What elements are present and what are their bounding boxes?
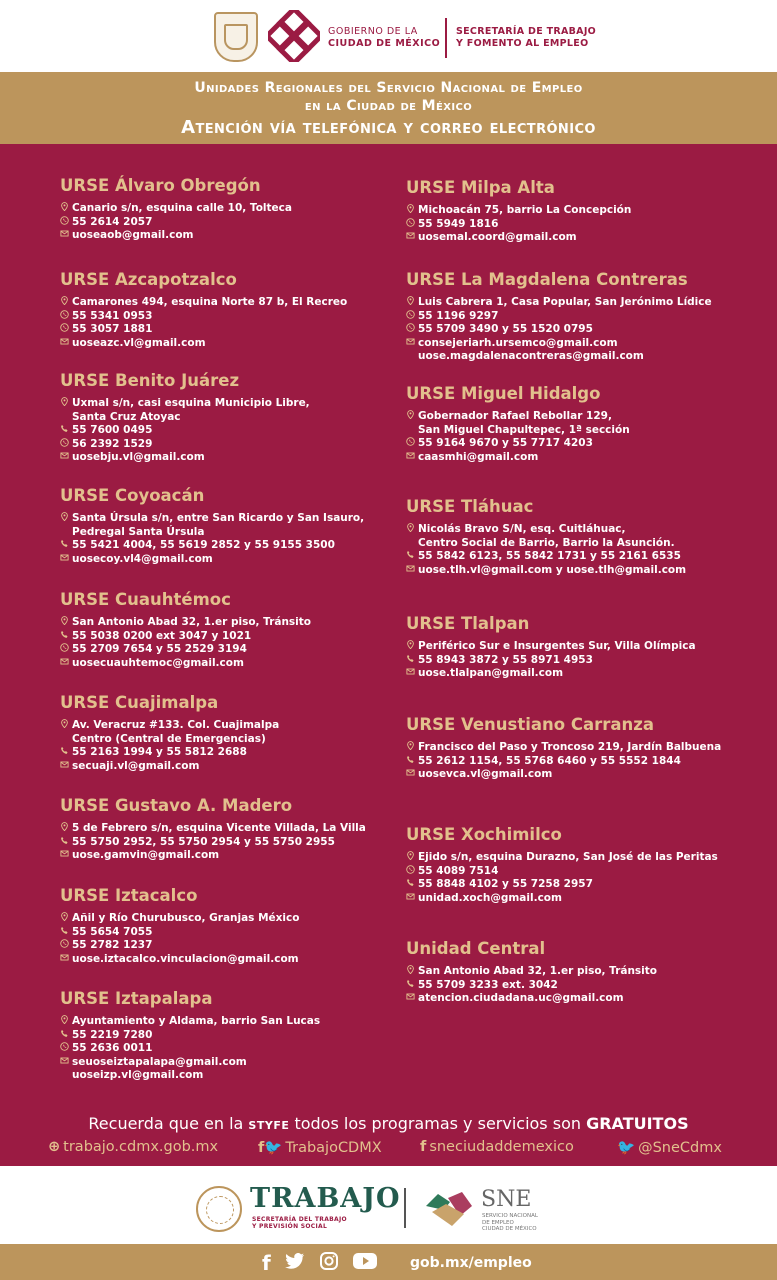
office-line	[60, 733, 279, 747]
office-line[interactable]	[406, 892, 718, 906]
phone-icon	[60, 539, 72, 553]
office-line-text: 55 8848 4102 y 55 7258 2957	[418, 878, 593, 890]
office-line	[406, 410, 630, 424]
location-pin-icon	[406, 523, 418, 537]
whatsapp-icon	[406, 218, 418, 232]
office-line-text: Centro (Central de Emergencias)	[72, 732, 266, 745]
office-line	[60, 526, 364, 540]
brand-divider	[404, 1188, 406, 1228]
email-icon	[60, 657, 72, 671]
office-line[interactable]	[60, 451, 310, 465]
phone-icon	[60, 926, 72, 940]
office-line-text: 55 2709 7654 y 55 2529 3194	[72, 643, 247, 655]
office-line-text: 55 5842 6123, 55 5842 1731 y 55 2161 6535	[418, 550, 681, 562]
recuerda-styfe: styfe	[248, 1115, 290, 1133]
office-name: URSE Tláhuac	[406, 497, 534, 516]
office-name: URSE Gustavo A. Madero	[60, 796, 293, 815]
office-line-text: Centro Social de Barrio, Barrio la Asunción.	[418, 536, 675, 549]
email-icon	[60, 337, 72, 351]
office-name: URSE Miguel Hidalgo	[406, 384, 601, 403]
office-line-text: San Miguel Chapultepec, 1ª sección	[418, 423, 630, 436]
phone-icon	[60, 424, 72, 438]
sne-sub1: SERVICIO NACIONAL	[482, 1213, 538, 1219]
office-urse-coyoacan	[60, 486, 364, 566]
office-line[interactable]	[406, 231, 631, 245]
office-line	[60, 424, 310, 438]
office-line	[60, 310, 347, 324]
office-line[interactable]	[60, 553, 364, 567]
office-name: URSE Cuauhtémoc	[60, 590, 231, 609]
whatsapp-icon	[60, 438, 72, 452]
email-icon	[406, 768, 418, 782]
office-line	[60, 643, 311, 657]
office-line-text: uosevca.vl@gmail.com	[418, 768, 553, 780]
office-line	[406, 523, 686, 537]
office-line-text: Camarones 494, esquina Norte 87 b, El Recreo	[72, 296, 348, 308]
whatsapp-icon	[60, 216, 72, 230]
office-line-text: 55 8943 3872 y 55 8971 4953	[418, 653, 593, 666]
globe-icon: ⊕	[48, 1139, 61, 1155]
office-urse-milpa-alta	[406, 178, 631, 245]
sne-sub2: DE EMPLEO	[482, 1219, 514, 1226]
office-name: URSE Iztapalapa	[60, 989, 213, 1008]
phone-icon	[60, 1029, 72, 1043]
office-line-text: uosecoy.vl4@gmail.com	[72, 552, 213, 565]
location-pin-icon	[406, 410, 418, 424]
location-pin-icon	[60, 397, 72, 411]
office-line[interactable]	[60, 953, 299, 967]
office-line[interactable]	[406, 667, 696, 681]
office-line-text: 55 2636 0011	[72, 1042, 153, 1054]
office-line	[60, 1042, 320, 1056]
office-line[interactable]	[406, 564, 686, 578]
gob-mx-empleo-link[interactable]: gob.mx/empleo	[410, 1255, 532, 1271]
office-line	[60, 438, 310, 452]
office-line	[406, 310, 712, 324]
office-line-text: uose.tlh.vl@gmail.com y uose.tlh@gmail.com	[418, 563, 687, 576]
mexico-seal-logo	[196, 1186, 242, 1232]
facebook-sne-link[interactable]	[420, 1139, 574, 1155]
office-line-text: Santa Cruz Atoyac	[72, 410, 181, 423]
email-icon	[406, 337, 418, 351]
whatsapp-icon	[406, 323, 418, 337]
location-pin-icon	[60, 822, 72, 836]
title-band	[0, 72, 777, 144]
email-icon	[60, 760, 72, 774]
recuerda-gratuitos: GRATUITOS	[586, 1114, 689, 1133]
office-line-text: Ayuntamiento y Aldama, barrio San Lucas	[72, 1015, 321, 1027]
office-line-text: 55 2614 2057	[72, 215, 153, 228]
office-line	[406, 640, 696, 654]
top-header	[0, 0, 777, 72]
email-icon	[406, 231, 418, 245]
office-name: Unidad Central	[406, 939, 546, 958]
secretaria-line2: Y FOMENTO AL EMPLEO	[456, 38, 589, 49]
twitter-icon[interactable]	[285, 1253, 305, 1273]
office-urse-iztapalapa	[60, 989, 320, 1083]
office-line[interactable]	[406, 337, 712, 351]
office-line-text: 55 2163 1994 y 55 5812 2688	[72, 746, 247, 758]
whatsapp-icon	[406, 310, 418, 324]
phone-icon	[406, 979, 418, 993]
office-line-text: Av. Veracruz #133. Col. Cuajimalpa	[72, 719, 280, 731]
location-pin-icon	[60, 719, 72, 733]
title-line3: Atención vía telefónica y correo electrónico	[181, 117, 596, 138]
email-icon	[60, 1056, 72, 1070]
email-icon	[406, 992, 418, 1006]
location-pin-icon	[60, 512, 72, 526]
office-line-text: 55 5949 1816	[418, 217, 499, 230]
gobierno-line2: CIUDAD DE MÉXICO	[328, 38, 441, 49]
office-line	[406, 437, 630, 451]
email-icon	[60, 553, 72, 567]
office-line	[406, 741, 721, 755]
office-line	[60, 216, 292, 230]
location-pin-icon	[60, 1015, 72, 1029]
office-line	[60, 512, 364, 526]
office-line-text: 55 2782 1237	[72, 939, 153, 951]
facebook-twitter-icon: f🐦	[258, 1140, 283, 1156]
bottom-social-icons	[262, 1253, 377, 1273]
phone-icon	[60, 630, 72, 644]
phone-icon	[60, 746, 72, 760]
location-pin-icon	[60, 912, 72, 926]
whatsapp-icon	[406, 865, 418, 879]
phone-icon	[406, 654, 418, 668]
office-line	[406, 550, 686, 564]
twitter-icon: 🐦	[617, 1140, 636, 1156]
office-line-text: uoseizp.vl@gmail.com	[72, 1069, 204, 1081]
office-line	[60, 397, 310, 411]
office-line-text: 55 5421 4004, 55 5619 2852 y 55 9155 3500	[72, 539, 335, 551]
email-icon	[60, 953, 72, 967]
office-name: URSE Coyoacán	[60, 486, 205, 505]
office-line	[406, 204, 631, 218]
office-line	[60, 630, 311, 644]
phone-icon	[406, 755, 418, 769]
office-line	[406, 865, 718, 879]
youtube-icon[interactable]	[353, 1252, 377, 1274]
office-line	[60, 1029, 320, 1043]
office-line-text: 55 5709 3490 y 55 1520 0795	[418, 323, 593, 335]
bottom-social-band	[0, 1244, 777, 1280]
gobierno-cdmx-text	[328, 26, 440, 50]
office-line	[60, 1069, 320, 1083]
brand-band	[0, 1166, 777, 1244]
office-line-text: 55 5654 7055	[72, 925, 153, 938]
office-name: URSE Benito Juárez	[60, 371, 240, 390]
office-line	[60, 616, 311, 630]
office-line-text: San Antonio Abad 32, 1.er piso, Tránsito	[72, 616, 312, 628]
office-urse-gustavo-a-madero	[60, 796, 366, 863]
office-urse-venustiano-carranza	[406, 715, 721, 782]
office-unidad-central	[406, 939, 657, 1006]
office-line-text: uose.iztacalco.vinculacion@gmail.com	[72, 952, 299, 965]
office-line[interactable]	[60, 657, 311, 671]
office-line-text: Michoacán 75, barrio La Concepción	[418, 204, 632, 216]
whatsapp-icon	[60, 939, 72, 953]
sne-logo-text: SNE	[481, 1187, 532, 1212]
office-line[interactable]	[406, 992, 657, 1006]
recuerda-mid: todos los programas y servicios son	[294, 1114, 581, 1133]
office-line-text: 55 7600 0495	[72, 424, 153, 436]
office-line-text: Pedregal Santa Úrsula	[72, 525, 205, 538]
office-urse-azcapotzalco	[60, 270, 347, 350]
email-icon	[406, 892, 418, 906]
office-name: URSE Venustiano Carranza	[406, 715, 655, 734]
facebook-icon[interactable]: f	[262, 1251, 271, 1275]
phone-icon	[406, 878, 418, 892]
office-line[interactable]	[60, 1056, 320, 1070]
whatsapp-icon	[60, 310, 72, 324]
cdmx-shield-logo	[214, 12, 258, 62]
email-icon	[406, 564, 418, 578]
trabajo-social-text: TrabajoCDMX	[285, 1140, 382, 1156]
office-line	[406, 965, 657, 979]
office-line-text: 5 de Febrero s/n, esquina Vicente Villada, La Villa	[72, 822, 366, 834]
title-line1: Unidades Regionales del Servicio Nacional de Empleo	[194, 80, 583, 96]
office-name: URSE Álvaro Obregón	[60, 176, 261, 195]
office-line-text: 55 9164 9670 y 55 7717 4203	[418, 437, 593, 449]
location-pin-icon	[406, 965, 418, 979]
office-urse-xochimilco	[406, 825, 718, 905]
office-line-text: uosemal.coord@gmail.com	[418, 231, 577, 243]
office-line-text: 55 3057 1881	[72, 323, 153, 335]
location-pin-icon	[60, 616, 72, 630]
office-line-text: 55 2612 1154, 55 5768 6460 y 55 5552 1844	[418, 754, 681, 767]
office-line-text: uose.tlalpan@gmail.com	[418, 667, 564, 679]
trabajo-sub1: SECRETARÍA DEL TRABAJO	[252, 1216, 347, 1223]
email-icon	[406, 451, 418, 465]
office-line	[406, 296, 712, 310]
office-line	[406, 350, 712, 364]
office-line[interactable]	[60, 229, 292, 243]
office-line	[60, 719, 279, 733]
secretaria-text	[456, 26, 596, 50]
office-line	[406, 424, 630, 438]
office-line	[406, 755, 721, 769]
office-line-text: 55 5341 0953	[72, 309, 153, 322]
office-line	[406, 851, 718, 865]
office-line	[60, 912, 299, 926]
twitter-sne-link[interactable]	[617, 1139, 722, 1156]
office-urse-alvaro-obregon	[60, 176, 292, 243]
office-line-text: Francisco del Paso y Troncoso 219, Jardín Balbuena	[418, 741, 722, 753]
office-name: URSE Xochimilco	[406, 825, 562, 844]
office-line[interactable]	[60, 760, 279, 774]
office-urse-cuajimalpa	[60, 693, 279, 773]
office-line[interactable]	[406, 451, 630, 465]
whatsapp-icon	[60, 1042, 72, 1056]
handshake-icon	[424, 1186, 474, 1230]
office-urse-tlalpan	[406, 614, 696, 681]
office-line	[406, 323, 712, 337]
office-line-text: uosecuauhtemoc@gmail.com	[72, 656, 244, 669]
cdmx-emblem-logo	[268, 10, 320, 62]
office-line-text: Uxmal s/n, casi esquina Municipio Libre,	[72, 397, 310, 409]
office-line-text: seuoseiztapalapa@gmail.com	[72, 1055, 247, 1068]
recuerda-message	[0, 1114, 777, 1134]
location-pin-icon	[60, 296, 72, 310]
facebook-icon: f	[420, 1139, 427, 1155]
office-line[interactable]	[60, 849, 366, 863]
location-pin-icon	[406, 296, 418, 310]
office-name: URSE Milpa Alta	[406, 178, 555, 197]
email-icon	[60, 451, 72, 465]
email-icon	[60, 849, 72, 863]
office-name: URSE Cuajimalpa	[60, 693, 219, 712]
office-urse-miguel-hidalgo	[406, 384, 630, 464]
email-icon	[60, 229, 72, 243]
trabajo-sub2: Y PREVISIÓN SOCIAL	[252, 1223, 328, 1230]
web-link[interactable]	[48, 1139, 218, 1155]
office-line-text: Nicolás Bravo S/N, esq. Cuitláhuac,	[418, 523, 626, 535]
office-line-text: uoseazc.vl@gmail.com	[72, 336, 206, 349]
office-name: URSE La Magdalena Contreras	[406, 270, 688, 289]
office-urse-la-magdalena-contreras	[406, 270, 712, 364]
location-pin-icon	[406, 640, 418, 654]
office-line-text: unidad.xoch@gmail.com	[418, 891, 562, 904]
office-urse-cuauhtemoc	[60, 590, 311, 670]
office-line-text: consejeriarh.ursemco@gmail.com	[418, 336, 618, 349]
office-line-text: San Antonio Abad 32, 1.er piso, Tránsito	[418, 965, 658, 977]
office-line-text: Canario s/n, esquina calle 10, Tolteca	[72, 202, 292, 214]
office-line-text: Santa Úrsula s/n, entre San Ricardo y San Isauro,	[72, 512, 365, 524]
office-line	[406, 979, 657, 993]
location-pin-icon	[406, 741, 418, 755]
gobierno-line1: GOBIERNO DE LA	[328, 26, 418, 37]
email-icon	[406, 667, 418, 681]
office-urse-benito-juarez	[60, 371, 310, 465]
trabajo-social-link[interactable]	[258, 1139, 382, 1156]
office-urse-tlahuac	[406, 497, 686, 577]
office-name: URSE Azcapotzalco	[60, 270, 237, 289]
office-line-text: Ejido s/n, esquina Durazno, San José de las Peritas	[418, 851, 718, 863]
office-line-text: 55 4089 7514	[418, 864, 499, 877]
office-line-text: uose.gamvin@gmail.com	[72, 849, 220, 861]
sne-sub3: CIUDAD DE MÉXICO	[482, 1226, 537, 1232]
sne-subtitle	[482, 1213, 538, 1233]
office-line-text: Periférico Sur e Insurgentes Sur, Villa Olímpica	[418, 640, 696, 652]
location-pin-icon	[406, 204, 418, 218]
recuerda-pre: Recuerda que en la	[88, 1114, 244, 1133]
office-line	[60, 939, 299, 953]
office-name: URSE Iztacalco	[60, 886, 198, 905]
whatsapp-icon	[406, 437, 418, 451]
whatsapp-icon	[60, 323, 72, 337]
office-line[interactable]	[60, 337, 347, 351]
office-line	[60, 1015, 320, 1029]
office-line	[60, 746, 279, 760]
trabajo-logo-text: TRABAJO	[250, 1183, 401, 1214]
office-line	[60, 411, 310, 425]
location-pin-icon	[406, 851, 418, 865]
header-divider	[445, 18, 447, 58]
web-text: trabajo.cdmx.gob.mx	[63, 1139, 219, 1155]
location-pin-icon	[60, 202, 72, 216]
office-line	[406, 654, 696, 668]
phone-icon	[406, 550, 418, 564]
office-name: URSE Tlalpan	[406, 614, 530, 633]
social-row	[0, 1139, 777, 1159]
secretaria-line1: SECRETARÍA DE TRABAJO	[456, 26, 597, 37]
office-line-text: Añil y Río Churubusco, Granjas México	[72, 912, 300, 924]
office-line-text: 55 2219 7280	[72, 1028, 153, 1041]
office-line	[60, 926, 299, 940]
office-line	[60, 296, 347, 310]
instagram-icon[interactable]	[319, 1251, 339, 1275]
office-line	[60, 323, 347, 337]
office-line	[406, 218, 631, 232]
office-line	[60, 822, 366, 836]
facebook-sne-text: sneciudaddemexico	[429, 1139, 574, 1155]
whatsapp-icon	[60, 643, 72, 657]
trabajo-subtitle	[252, 1216, 347, 1230]
office-line	[406, 878, 718, 892]
phone-icon	[60, 836, 72, 850]
office-line-text: secuaji.vl@gmail.com	[72, 759, 200, 772]
office-line-text: 55 5709 3233 ext. 3042	[418, 978, 558, 991]
office-line-text: caasmhi@gmail.com	[418, 450, 539, 463]
office-line-text: atencion.ciudadana.uc@gmail.com	[418, 992, 624, 1004]
office-line-text: 55 5750 2952, 55 5750 2954 y 55 5750 2955	[72, 835, 335, 848]
office-line-text: Luis Cabrera 1, Casa Popular, San Jerónimo Lídice	[418, 296, 712, 308]
office-line[interactable]	[406, 768, 721, 782]
office-urse-iztacalco	[60, 886, 299, 966]
office-line-text: uoseaob@gmail.com	[72, 229, 194, 241]
title-line2: en la Ciudad de México	[304, 98, 473, 114]
twitter-sne-text: @SneCdmx	[638, 1140, 722, 1156]
office-line	[60, 202, 292, 216]
office-line-text: Gobernador Rafael Rebollar 129,	[418, 410, 612, 422]
office-line-text: uosebju.vl@gmail.com	[72, 451, 205, 463]
office-line-text: uose.magdalenacontreras@gmail.com	[418, 350, 644, 362]
office-line	[60, 539, 364, 553]
office-line-text: 55 1196 9297	[418, 309, 499, 322]
office-line-text: 55 5038 0200 ext 3047 y 1021	[72, 629, 252, 642]
office-line	[60, 836, 366, 850]
office-line	[406, 537, 686, 551]
office-line-text: 56 2392 1529	[72, 437, 153, 450]
